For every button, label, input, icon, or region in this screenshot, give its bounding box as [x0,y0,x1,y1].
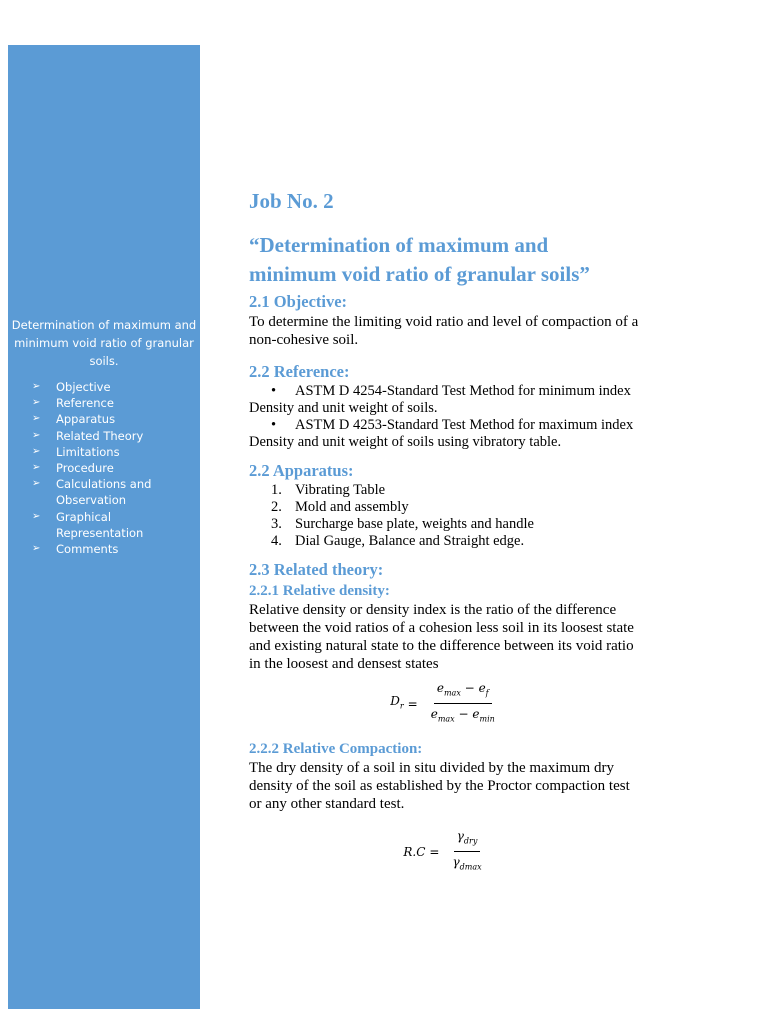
sidebar-item-comments: ➢ Comments [32,542,119,557]
arrow-bullet-icon: ➢ [32,478,41,490]
fraction: $\frac{e_{max} - e_f}{e_{max} - e_{min}}$ [430,681,495,724]
relative-density-text: Relative density or density index is the ratio of the difference between the void ratios of a cohesion less soil in its loosest state and existing natural state to the difference between its void ratio in the loosest and densest states [249,602,634,672]
job-title: Job No. 2 [249,189,334,213]
sidebar-item-reference: ➢ Reference [32,396,114,411]
arrow-bullet-icon: ➢ [32,510,41,522]
arrow-bullet-icon: ➢ [32,397,41,409]
bullet-dot-icon: • [271,383,277,399]
reference-item: • ASTM D 4254-Standard Test Method for minimum index Density and unit weight of soils. [249,383,631,416]
arrow-bullet-icon: ➢ [32,381,41,392]
sidebar-item-limitations: ➢ Limitations [32,444,120,459]
relative-compaction-formula: R.C = $\frac{\gamma_{dry}}{\gamma_{dmax}}$ [249,827,639,877]
arrow-bullet-icon: ➢ [32,445,41,457]
relative-compaction-text: The dry density of a soil in situ divided by the maximum dry density of the soil as established by the Proctor compaction test or any other standard test. [249,759,630,812]
sidebar-item-procedure: ➢ Procedure [32,461,114,476]
apparatus-heading: 2.2 Apparatus: [249,461,354,480]
apparatus-item: 4. Dial Gauge, Balance and Straight edge. [271,533,525,549]
arrow-bullet-icon: ➢ [32,413,41,425]
sidebar-contents-list [32,379,200,557]
apparatus-list [249,482,639,550]
sidebar-item-apparatus: ➢ Apparatus [32,412,116,427]
relative-density-heading: 2.2.1 Relative density: [249,583,390,599]
sidebar-item-objective: ➢ Objective [32,380,111,394]
reference-item: • ASTM D 4253-Standard Test Method for maximum index Density and unit weight of soils using vibratory table. [249,417,634,450]
apparatus-item: 3. Surcharge base plate, weights and handle [271,516,534,532]
sidebar-title: Determination of maximum and minimum void ratio of granular soils. [11,318,197,368]
sidebar-item-calculations: ➢ Calculations and Observation [32,477,152,508]
apparatus-item: 2. Mold and assembly [271,499,409,515]
bullet-dot-icon: • [271,417,277,433]
arrow-bullet-icon: ➢ [32,462,41,474]
sidebar-item-related-theory: ➢ Related Theory [32,428,144,443]
sidebar-panel [8,45,200,1009]
relative-density-formula: $D_r$ = $\frac{e_{max} - e_f}{e_{max} - e_{min}}$ [249,679,639,729]
apparatus-item: 1. Vibrating Table [271,482,386,498]
fraction: $\frac{\gamma_{dry}}{\gamma_{dmax}}$ [452,828,482,872]
objective-heading: 2.1 Objective: [249,292,348,311]
related-theory-heading: 2.3 Related theory: [249,560,384,579]
arrow-bullet-icon: ➢ [32,429,41,441]
objective-text: To determine the limiting void ratio and level of compaction of a non-cohesive soil. [249,314,639,348]
document-body [249,186,639,887]
sidebar-item-graphical: ➢ Graphical Representation [32,509,144,540]
main-title: “Determination of maximum and minimum void ratio of granular soils” [249,233,590,286]
reference-list [249,383,639,451]
relative-compaction-heading: 2.2.2 Relative Compaction: [249,740,423,757]
reference-heading: 2.2 Reference: [249,362,350,381]
arrow-bullet-icon: ➢ [32,543,41,555]
